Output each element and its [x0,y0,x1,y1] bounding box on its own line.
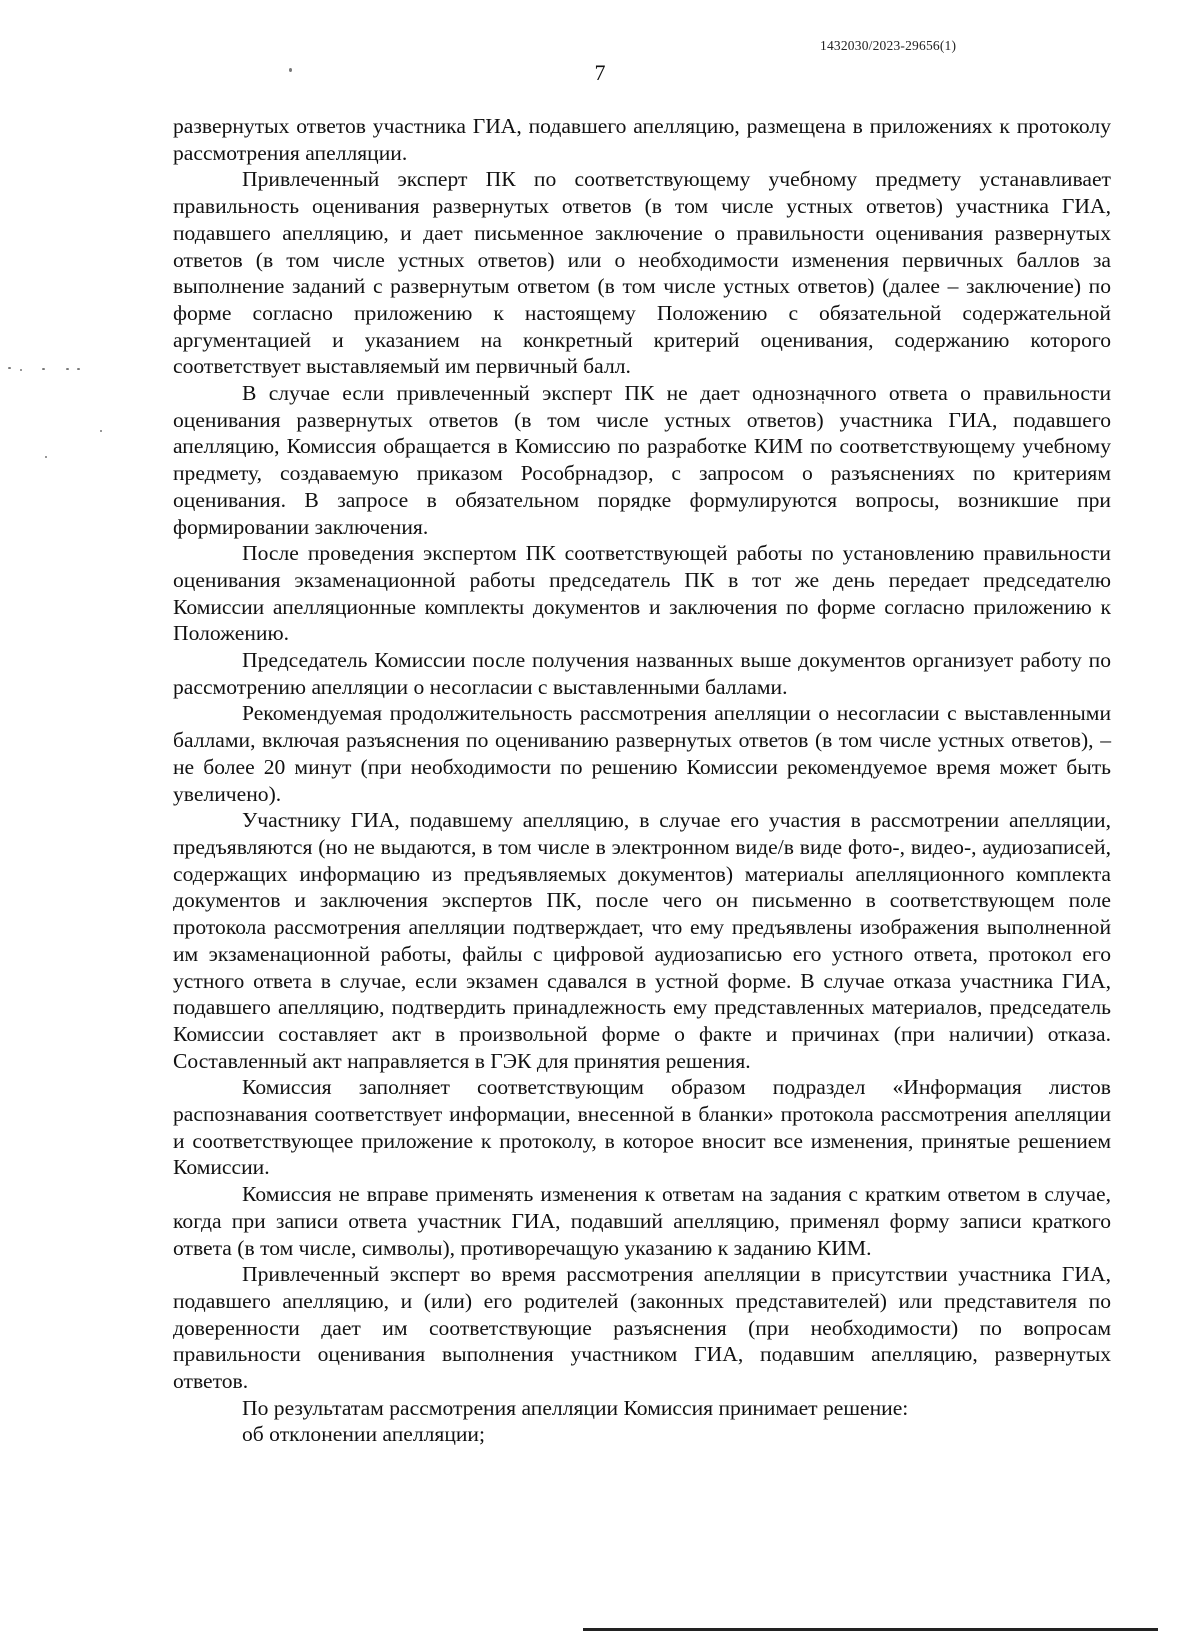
scan-artifact [8,367,11,369]
document-id: 1432030/2023-29656(1) [820,38,957,53]
paragraph: Привлеченный эксперт ПК по соответствующему учебному предмету устанавливает правильность оценивания развернутых ответов (в том числе устных ответов) участника ГИА, подавшего апелляцию, и дает письменное заключение о правильности оценивания развернутых ответов (в том числе устных ответов) или о необходимости изменения первичных баллов за выполнение заданий с развернутым ответом (в том числе устных ответов) (далее – заключение) по форме согласно приложению к настоящему Положению с обязательной содержательной аргументацией и указанием на конкретный критерий оценивания, содержанию которого соответствует выставляемый им первичный балл. [173,167,1111,379]
scan-artifact [42,368,45,370]
scan-artifact [45,456,47,458]
paragraph: Председатель Комиссии после получения названных выше документов организует работу по рассмотрению апелляции о несогласии с выставленными баллами. [173,648,1111,699]
paragraph: Рекомендуемая продолжительность рассмотрения апелляции о несогласии с выставленными баллами, включая разъяснения по оцениванию развернутых ответов (в том числе устных ответов), – не более 20 минут (при необходимости по решению Комиссии рекомендуемое время может быть увеличено). [173,701,1111,806]
scan-artifact [289,68,292,72]
paragraph: развернутых ответов участника ГИА, подавшего апелляцию, размещена в приложениях к протоколу рассмотрения апелляции. [173,114,1111,165]
paragraph: После проведения экспертом ПК соответствующей работы по установлению правильности оценивания экзаменационной работы председатель ПК в тот же день передает председателю Комиссии апелляционные комплекты документов и заключения по форме согласно приложению к Положению. [173,541,1111,646]
paragraph: В случае если привлеченный эксперт ПК не дает однозначного ответа о правильности оценивания развернутых ответов (в том числе устных ответов) участника ГИА, подавшего апелляцию, Комиссия обращается в Комиссию по разработке КИМ по соответствующему учебному предмету, создаваемую приказом Рособрнадзор, с запросом о разъяснениях по критериям оценивания. В запросе в обязательном порядке формулируются вопросы, возникшие при формировании заключения. [173,381,1111,539]
scan-artifact [66,368,69,370]
paragraph: Комиссия не вправе применять изменения к ответам на задания с кратким ответом в случае, когда при записи ответа участник ГИА, подавший апелляцию, применял форму записи краткого ответа (в том числе, символы), противоречащую указанию к заданию КИМ. [173,1182,1111,1260]
scan-artifact [20,369,22,371]
paragraph: Комиссия заполняет соответствующим образом подраздел «Информация листов распознавания соответствует информации, внесенной в бланки» протокола рассмотрения апелляции и соответствующее приложение к протоколу, в которое вносит все изменения, принятые решением Комиссии. [173,1075,1111,1180]
paragraph: Участнику ГИА, подавшему апелляцию, в случае его участия в рассмотрении апелляции, предъявляются (но не выдаются, в том числе в электронном виде/в виде фото-, видео-, аудиозаписей, содержащих информацию из предъявляемых документов) материалы апелляционного комплекта документов и заключения экспертов ПК, после чего он письменно в соответствующем поле протокола рассмотрения апелляции подтверждает, что ему предъявлены изображения выполненной им экзаменационной работы, файлы с цифровой аудиозаписью его устного ответа, протокол его устного ответа в случае, если экзамен сдавался в устной форме. В случае отказа участника ГИА, подавшего апелляцию, подтвердить принадлежность ему представленных материалов, председатель Комиссии составляет акт в произвольной форме о факте и причинах (при наличии) отказа. Составленный акт направляется в ГЭК для принятия решения. [173,808,1111,1073]
page-number: 7 [594,60,606,85]
scan-artifact [77,368,80,370]
page-bottom-edge [583,1628,1158,1631]
document-body [173,113,1111,1448]
paragraph: Привлеченный эксперт во время рассмотрения апелляции в присутствии участника ГИА, подавшего апелляцию, и (или) его родителей (законных представителей) или представителя по доверенности дает им соответствующие разъяснения (при необходимости) по вопросам правильности оценивания выполнения участником ГИА, подавшим апелляцию, развернутых ответов. [173,1262,1111,1394]
list-item: об отклонении апелляции; [242,1422,485,1447]
paragraph: По результатам рассмотрения апелляции Комиссия принимает решение: [242,1395,909,1420]
scan-artifact [100,430,102,432]
